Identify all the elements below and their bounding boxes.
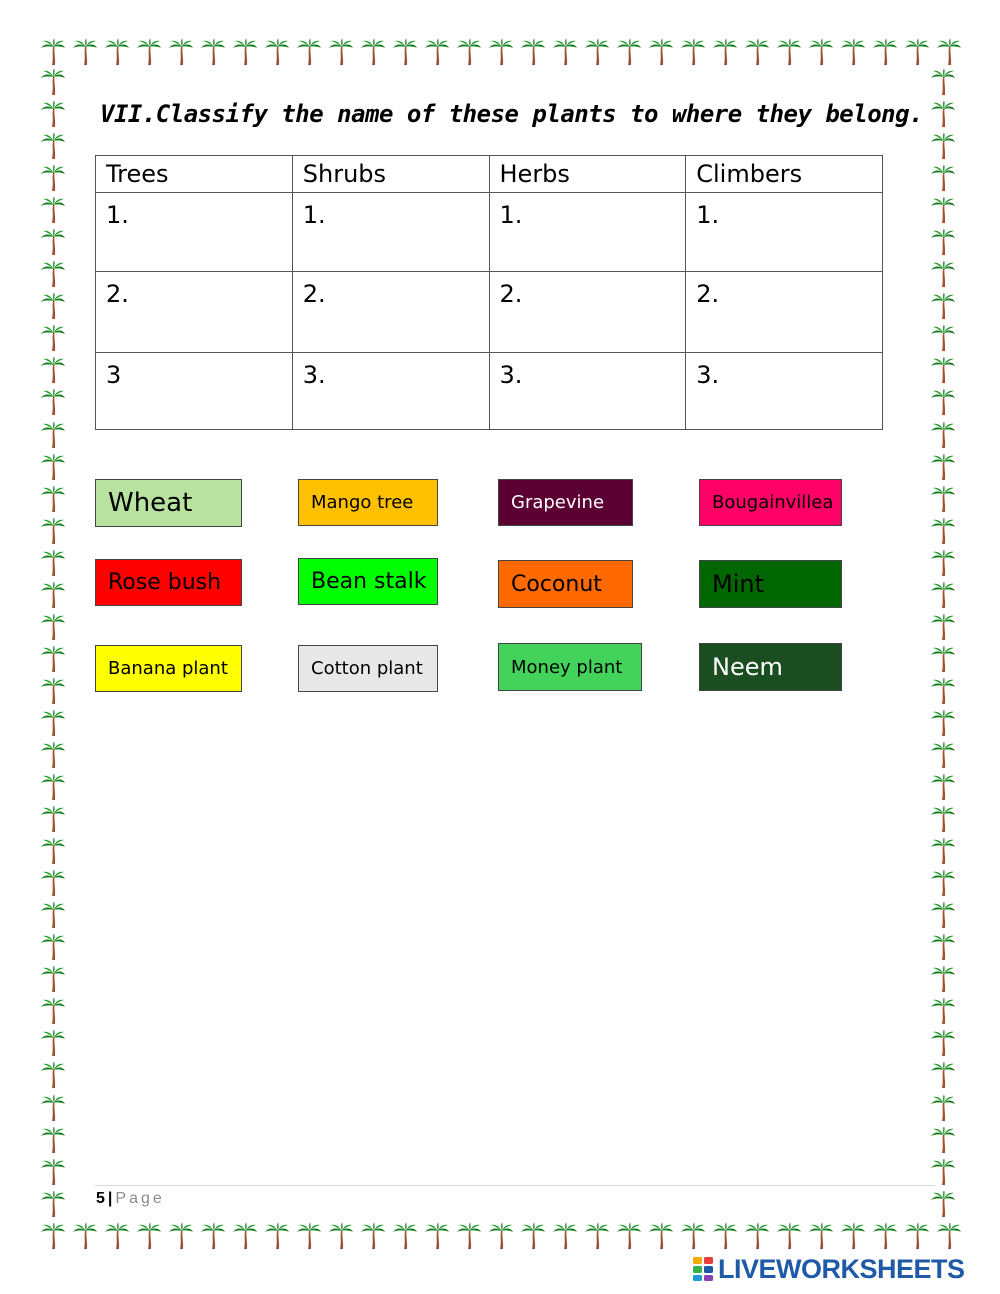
palm-tree-icon bbox=[232, 1222, 258, 1250]
drop-cell[interactable]: 1. bbox=[292, 193, 489, 272]
palm-tree-icon bbox=[136, 1222, 162, 1250]
drop-cell[interactable]: 1. bbox=[686, 193, 883, 272]
palm-tree-icon bbox=[904, 1222, 930, 1250]
palm-tree-icon bbox=[40, 517, 66, 545]
palm-tree-icon bbox=[840, 38, 866, 66]
palm-tree-icon bbox=[744, 38, 770, 66]
drop-cell[interactable]: 1. bbox=[489, 193, 686, 272]
palm-tree-icon bbox=[930, 485, 956, 513]
palm-tree-icon bbox=[930, 228, 956, 256]
palm-tree-icon bbox=[40, 613, 66, 641]
palm-tree-icon bbox=[648, 38, 674, 66]
palm-tree-icon bbox=[392, 1222, 418, 1250]
palm-tree-icon bbox=[584, 38, 610, 66]
palm-tree-icon bbox=[40, 196, 66, 224]
palm-tree-icon bbox=[930, 356, 956, 384]
palm-tree-icon bbox=[488, 1222, 514, 1250]
palm-tree-icon bbox=[872, 38, 898, 66]
header-climbers: Climbers bbox=[686, 156, 883, 193]
palm-tree-icon bbox=[136, 38, 162, 66]
palm-tree-icon bbox=[930, 292, 956, 320]
palm-tree-icon bbox=[40, 388, 66, 416]
palm-tree-icon bbox=[930, 1126, 956, 1154]
palm-tree-icon bbox=[232, 38, 258, 66]
palm-tree-icon bbox=[930, 68, 956, 96]
chip-wheat[interactable]: Wheat bbox=[95, 479, 242, 527]
drop-cell[interactable]: 2. bbox=[292, 272, 489, 353]
header-trees: Trees bbox=[96, 156, 293, 193]
palm-tree-icon bbox=[808, 1222, 834, 1250]
palm-tree-icon bbox=[930, 773, 956, 801]
table-header-row bbox=[96, 156, 883, 193]
palm-tree-icon bbox=[936, 1222, 962, 1250]
palm-tree-icon bbox=[40, 581, 66, 609]
palm-tree-icon bbox=[456, 1222, 482, 1250]
chip-bean-stalk[interactable]: Bean stalk bbox=[298, 558, 438, 605]
palm-tree-icon bbox=[360, 38, 386, 66]
page-word: Page bbox=[115, 1190, 165, 1207]
palm-tree-icon bbox=[552, 38, 578, 66]
palm-tree-icon bbox=[930, 517, 956, 545]
palm-tree-icon bbox=[40, 997, 66, 1025]
header-shrubs: Shrubs bbox=[292, 156, 489, 193]
palm-tree-icon bbox=[712, 1222, 738, 1250]
palm-tree-icon bbox=[930, 100, 956, 128]
palm-tree-icon bbox=[680, 1222, 706, 1250]
classification-table bbox=[95, 155, 883, 430]
palm-tree-icon bbox=[40, 260, 66, 288]
palm-tree-icon bbox=[930, 901, 956, 929]
drop-cell[interactable]: 1. bbox=[96, 193, 293, 272]
palm-tree-icon bbox=[104, 1222, 130, 1250]
palm-tree-icon bbox=[40, 645, 66, 673]
palm-tree-icon bbox=[776, 1222, 802, 1250]
palm-tree-icon bbox=[930, 164, 956, 192]
palm-tree-icon bbox=[930, 1158, 956, 1186]
palm-tree-icon bbox=[930, 645, 956, 673]
palm-tree-icon bbox=[360, 1222, 386, 1250]
palm-tree-icon bbox=[40, 901, 66, 929]
footer-separator: | bbox=[107, 1190, 113, 1207]
palm-tree-icon bbox=[40, 1029, 66, 1057]
palm-tree-icon bbox=[40, 356, 66, 384]
palm-tree-icon bbox=[930, 837, 956, 865]
palm-tree-icon bbox=[40, 421, 66, 449]
palm-tree-icon bbox=[904, 38, 930, 66]
liveworksheets-brand bbox=[692, 1254, 965, 1284]
table-row bbox=[96, 353, 883, 430]
palm-tree-icon bbox=[776, 38, 802, 66]
palm-tree-icon bbox=[40, 741, 66, 769]
palm-tree-icon bbox=[328, 1222, 354, 1250]
palm-tree-icon bbox=[616, 1222, 642, 1250]
palm-tree-icon bbox=[930, 805, 956, 833]
drop-cell[interactable]: 3. bbox=[292, 353, 489, 430]
chip-rose-bush[interactable]: Rose bush bbox=[95, 559, 242, 606]
palm-tree-icon bbox=[936, 38, 962, 66]
palm-tree-icon bbox=[296, 1222, 322, 1250]
palm-tree-icon bbox=[520, 38, 546, 66]
drop-cell[interactable]: 3 bbox=[96, 353, 293, 430]
palm-tree-icon bbox=[680, 38, 706, 66]
border-top bbox=[40, 38, 962, 70]
drop-cell[interactable]: 2. bbox=[96, 272, 293, 353]
palm-tree-icon bbox=[40, 1094, 66, 1122]
palm-tree-icon bbox=[744, 1222, 770, 1250]
palm-tree-icon bbox=[808, 38, 834, 66]
drop-cell[interactable]: 3. bbox=[686, 353, 883, 430]
palm-tree-icon bbox=[40, 1190, 66, 1218]
palm-tree-icon bbox=[930, 196, 956, 224]
palm-tree-icon bbox=[40, 1061, 66, 1089]
palm-tree-icon bbox=[264, 1222, 290, 1250]
worksheet-title: VII.Classify the name of these plants to where they belong. bbox=[100, 100, 924, 128]
chip-coconut[interactable]: Coconut bbox=[498, 560, 633, 608]
palm-tree-icon bbox=[930, 549, 956, 577]
palm-tree-icon bbox=[930, 260, 956, 288]
palm-tree-icon bbox=[40, 1158, 66, 1186]
table-row bbox=[96, 193, 883, 272]
chip-mango-tree[interactable]: Mango tree bbox=[298, 479, 438, 526]
palm-tree-icon bbox=[930, 741, 956, 769]
palm-tree-icon bbox=[930, 132, 956, 160]
palm-tree-icon bbox=[930, 324, 956, 352]
palm-tree-icon bbox=[616, 38, 642, 66]
palm-tree-icon bbox=[930, 1190, 956, 1218]
chip-banana-plant[interactable]: Banana plant bbox=[95, 645, 242, 692]
palm-tree-icon bbox=[930, 965, 956, 993]
border-bottom bbox=[40, 1222, 962, 1254]
palm-tree-icon bbox=[200, 1222, 226, 1250]
palm-tree-icon bbox=[520, 1222, 546, 1250]
palm-tree-icon bbox=[392, 38, 418, 66]
palm-tree-icon bbox=[40, 132, 66, 160]
palm-tree-icon bbox=[40, 228, 66, 256]
palm-tree-icon bbox=[40, 1126, 66, 1154]
palm-tree-icon bbox=[456, 38, 482, 66]
liveworksheets-logo-icon bbox=[692, 1256, 714, 1282]
border-right bbox=[930, 68, 960, 1218]
palm-tree-icon bbox=[930, 453, 956, 481]
palm-tree-icon bbox=[930, 869, 956, 897]
chip-mint[interactable]: Mint bbox=[699, 560, 842, 608]
palm-tree-icon bbox=[930, 613, 956, 641]
palm-tree-icon bbox=[104, 38, 130, 66]
table-row bbox=[96, 272, 883, 353]
palm-tree-icon bbox=[40, 869, 66, 897]
palm-tree-icon bbox=[40, 485, 66, 513]
palm-tree-icon bbox=[930, 1029, 956, 1057]
palm-tree-icon bbox=[40, 38, 66, 66]
drop-cell[interactable]: 2. bbox=[489, 272, 686, 353]
palm-tree-icon bbox=[552, 1222, 578, 1250]
chip-neem[interactable]: Neem bbox=[699, 643, 842, 691]
palm-tree-icon bbox=[168, 38, 194, 66]
palm-tree-icon bbox=[40, 164, 66, 192]
chip-money-plant[interactable]: Money plant bbox=[498, 643, 642, 691]
palm-tree-icon bbox=[40, 324, 66, 352]
palm-tree-icon bbox=[712, 38, 738, 66]
palm-tree-icon bbox=[72, 38, 98, 66]
palm-tree-icon bbox=[40, 292, 66, 320]
palm-tree-icon bbox=[40, 453, 66, 481]
palm-tree-icon bbox=[930, 1061, 956, 1089]
brand-text: LIVEWORKSHEETS bbox=[718, 1253, 965, 1284]
palm-tree-icon bbox=[930, 933, 956, 961]
palm-tree-icon bbox=[488, 38, 514, 66]
chip-cotton-plant[interactable]: Cotton plant bbox=[298, 645, 438, 692]
palm-tree-icon bbox=[584, 1222, 610, 1250]
palm-tree-icon bbox=[168, 1222, 194, 1250]
palm-tree-icon bbox=[264, 38, 290, 66]
palm-tree-icon bbox=[40, 805, 66, 833]
border-left bbox=[40, 68, 70, 1218]
page-number: 5 bbox=[96, 1190, 105, 1207]
palm-tree-icon bbox=[328, 38, 354, 66]
palm-tree-icon bbox=[648, 1222, 674, 1250]
palm-tree-icon bbox=[40, 837, 66, 865]
palm-tree-icon bbox=[40, 100, 66, 128]
palm-tree-icon bbox=[40, 709, 66, 737]
palm-tree-icon bbox=[930, 677, 956, 705]
chip-bougainvillea[interactable]: Bougainvillea bbox=[699, 479, 842, 526]
palm-tree-icon bbox=[40, 549, 66, 577]
palm-tree-icon bbox=[424, 1222, 450, 1250]
drop-cell[interactable]: 2. bbox=[686, 272, 883, 353]
footer-divider bbox=[95, 1185, 935, 1186]
palm-tree-icon bbox=[930, 421, 956, 449]
palm-tree-icon bbox=[40, 68, 66, 96]
palm-tree-icon bbox=[40, 965, 66, 993]
palm-tree-icon bbox=[200, 38, 226, 66]
palm-tree-icon bbox=[930, 581, 956, 609]
palm-tree-icon bbox=[296, 38, 322, 66]
palm-tree-icon bbox=[40, 933, 66, 961]
palm-tree-icon bbox=[930, 997, 956, 1025]
palm-tree-icon bbox=[424, 38, 450, 66]
palm-tree-icon bbox=[872, 1222, 898, 1250]
palm-tree-icon bbox=[930, 709, 956, 737]
page-footer bbox=[96, 1190, 165, 1208]
palm-tree-icon bbox=[40, 677, 66, 705]
palm-tree-icon bbox=[930, 1094, 956, 1122]
palm-tree-icon bbox=[840, 1222, 866, 1250]
palm-tree-icon bbox=[40, 773, 66, 801]
header-herbs: Herbs bbox=[489, 156, 686, 193]
palm-tree-icon bbox=[40, 1222, 66, 1250]
palm-tree-icon bbox=[72, 1222, 98, 1250]
palm-tree-icon bbox=[930, 388, 956, 416]
chip-grapevine[interactable]: Grapevine bbox=[498, 479, 633, 526]
drop-cell[interactable]: 3. bbox=[489, 353, 686, 430]
